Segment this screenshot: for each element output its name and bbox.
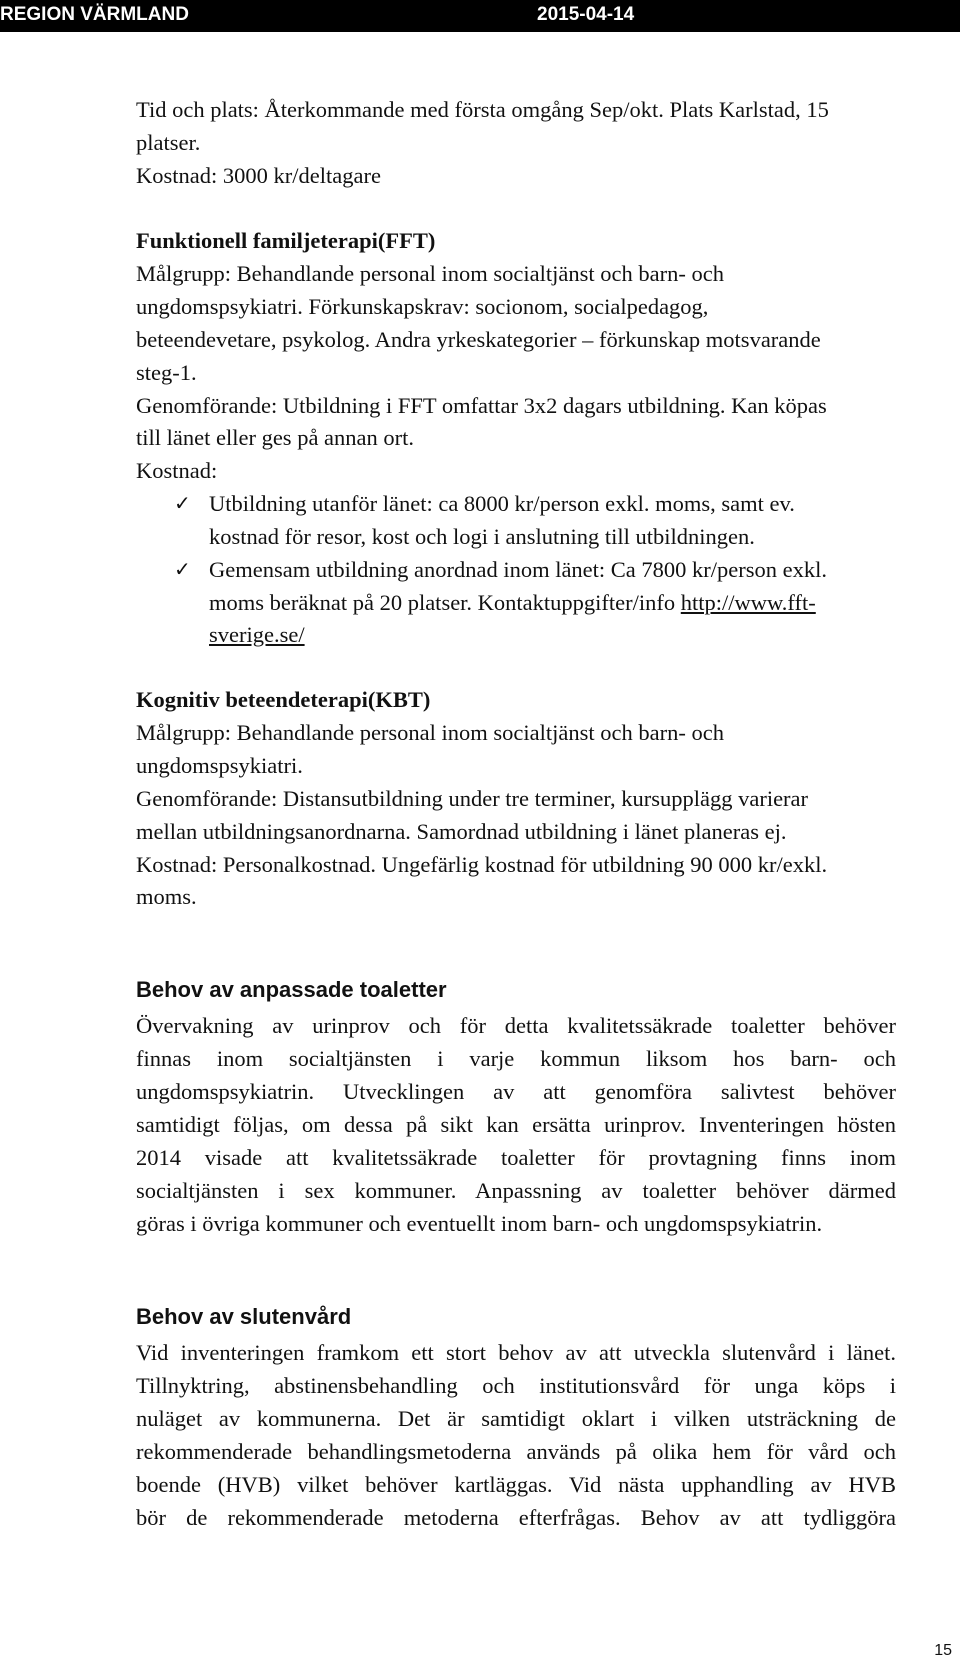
text-line: Genomförande: Utbildning i FFT omfattar 3x2 dagars utbildning. Kan köpas bbox=[136, 393, 827, 418]
text-line: Kostnad: Personalkostnad. Ungefärlig kostnad för utbildning 90 000 kr/exkl. bbox=[136, 852, 828, 877]
paragraph-line: Tillnyktring, abstinensbehandling och institutionsvård för unga köps i bbox=[136, 1373, 896, 1398]
paragraph-line: göras i övriga kommuner och eventuellt inom barn- och ungdomspsykiatrin. bbox=[136, 1211, 823, 1236]
text-line: ungdomspsykiatri. Förkunskapskrav: socionom, socialpedagog, bbox=[136, 294, 709, 319]
list-item-cont bbox=[209, 590, 816, 616]
paragraph-line: Övervakning av urinprov och för detta kvalitetssäkrade toaletter behöver bbox=[136, 1013, 896, 1038]
text-line: Tid och plats: Återkommande med första omgång Sep/okt. Plats Karlstad, 15 bbox=[136, 97, 829, 122]
paragraph-line: socialtjänsten i sex kommuner. Anpassning av toaletter behöver därmed bbox=[136, 1178, 896, 1203]
document-header bbox=[0, 0, 960, 32]
text-line: mellan utbildningsanordnarna. Samordnad utbildning i länet planeras ej. bbox=[136, 819, 787, 844]
list-item: Gemensam utbildning anordnad inom länet: Ca 7800 kr/person exkl. bbox=[209, 557, 828, 582]
section-heading-toaletter: Behov av anpassade toaletter bbox=[136, 977, 447, 1002]
paragraph-line: 2014 visade att kvalitetssäkrade toaletter för provtagning finns inom bbox=[136, 1145, 896, 1170]
text-line: Kostnad: bbox=[136, 458, 218, 483]
list-item-cont: kostnad för resor, kost och logi i anslutning till utbildningen. bbox=[209, 524, 755, 549]
checkmark-icon: ✓ bbox=[174, 557, 191, 581]
paragraph-line: samtidigt följas, om dessa på sikt kan ersätta urinprov. Inventeringen hösten bbox=[136, 1112, 896, 1137]
checkmark-icon: ✓ bbox=[174, 491, 191, 515]
header-region: REGION VÄRMLAND bbox=[0, 4, 189, 25]
fft-link[interactable]: http://www.fft- bbox=[680, 590, 816, 615]
list-item: Utbildning utanför länet: ca 8000 kr/person exkl. moms, samt ev. bbox=[209, 491, 795, 516]
text-line: Genomförande: Distansutbildning under tre terminer, kursupplägg varierar bbox=[136, 786, 809, 811]
paragraph-line: bör de rekommenderade metoderna efterfrågas. Behov av att tydliggöra bbox=[136, 1505, 896, 1530]
text-line: Målgrupp: Behandlande personal inom socialtjänst och barn- och bbox=[136, 261, 724, 286]
text-line: moms. bbox=[136, 884, 197, 909]
paragraph-line: nuläget av kommunerna. Det är samtidigt oklart i vilken utsträckning de bbox=[136, 1406, 896, 1431]
paragraph-line: finnas inom socialtjänsten i varje kommun liksom hos barn- och bbox=[136, 1046, 896, 1071]
text-span: moms beräknat på 20 platser. Kontaktuppgifter/info bbox=[209, 590, 681, 615]
paragraph-line: Vid inventeringen framkom ett stort behov av att utveckla slutenvård i länet. bbox=[136, 1340, 896, 1365]
text-line: steg-1. bbox=[136, 360, 197, 385]
paragraph-line: rekommenderade behandlingsmetoderna används på olika hem för vård och bbox=[136, 1439, 896, 1464]
text-line: beteendevetare, psykolog. Andra yrkeskategorier – förkunskap motsvarande bbox=[136, 327, 821, 352]
text-line: Målgrupp: Behandlande personal inom socialtjänst och barn- och bbox=[136, 720, 724, 745]
fft-link-cont[interactable]: sverige.se/ bbox=[209, 622, 305, 647]
text-line: Kostnad: 3000 kr/deltagare bbox=[136, 163, 381, 188]
header-date: 2015-04-14 bbox=[537, 4, 635, 25]
section-heading-kbt: Kognitiv beteendeterapi(KBT) bbox=[136, 687, 431, 712]
section-heading-fft: Funktionell familjeterapi(FFT) bbox=[136, 228, 436, 253]
text-line: platser. bbox=[136, 130, 201, 155]
section-heading-slutenvard: Behov av slutenvård bbox=[136, 1304, 352, 1329]
text-line: till länet eller ges på annan ort. bbox=[136, 425, 415, 450]
paragraph-line: ungdomspsykiatrin. Utvecklingen av att genomföra salivtest behöver bbox=[136, 1079, 896, 1104]
page-number: 15 bbox=[934, 1642, 952, 1659]
paragraph-line: boende (HVB) vilket behöver kartläggas. Vid nästa upphandling av HVB bbox=[136, 1472, 896, 1497]
text-line: ungdomspsykiatri. bbox=[136, 753, 303, 778]
